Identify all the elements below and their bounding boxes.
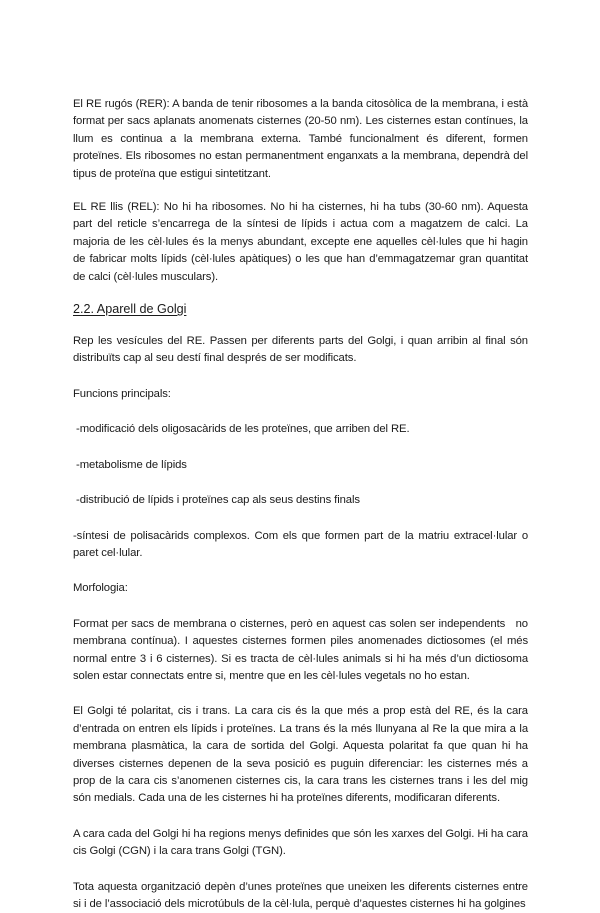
list-item-function-2: -metabolisme de lípids bbox=[73, 458, 187, 471]
paragraph-rel: EL RE llis (REL): No hi ha ribosomes. No hi ha cisternes, hi ha tubs (30-60 nm). Aquesta part del reticle s’encarrega de la síntesi de lípids i actua com a magatzem de calci. La majoria de les cèl·lules és la menys abundant, excepte ene aquelles cèl·lules que hi hagin de fabricar molts lípids (cèl·lules apàtiques) o les que han d’emmagatzemar gran quantitat de calci (cèl·lules musculars). bbox=[73, 201, 528, 283]
document-page bbox=[73, 96, 532, 913]
paragraph-morfologia: Format per sacs de membrana o cisternes, però en aquest cas solen ser independents no membrana contínua). I aquestes cisternes formen piles anomenades dictiosomes (el més normal entre 3 i 6 cisternes). Si es tracta de cèl·lules animals si hi ha més d’un dictiosoma solen estar connectats entre si, mentre que en les cèl·lules vegetals no ho estan. bbox=[73, 617, 532, 682]
list-item-function-1: -modificació dels oligosacàrids de les proteïnes, que arriben del RE. bbox=[73, 423, 410, 436]
paragraph-polaritat: El Golgi té polaritat, cis i trans. La cara cis és la que més a prop està del RE, és la cara d’entrada on entren els lípids i proteïnes. La trans és la més llunyana al Re la que mira a la membrana plasmàtica, la cara de sortida del Golgi. Aquesta polaritat fa que quan hi ha diverses cisternes depenen de la seva posició es puguin diferenciar: les cisternes més a prop de la cara cis s’anomenen cisternes cis, la cara trans les cisternes trans i les del mig són medials. Cada una de les cisternes hi ha proteïnes diferents, modificaran diferents. bbox=[73, 705, 528, 805]
paragraph-organitzacio: Tota aquesta organització depèn d’unes proteïnes que uneixen les diferents cisternes entre si i de l’associació dels microtúbuls de la cèl·lula, perquè d’aquestes cisternes hi ha golgines bbox=[73, 880, 528, 910]
list-item-function-3: -distribució de lípids i proteïnes cap als seus destins finals bbox=[73, 494, 360, 507]
section-heading-golgi: 2.2. Aparell de Golgi bbox=[73, 302, 187, 317]
paragraph-morfologia-label: Morfologia: bbox=[73, 582, 128, 595]
paragraph-funcions-label: Funcions principals: bbox=[73, 387, 171, 400]
list-item-function-4: -síntesi de polisacàrids complexos. Com els que formen part de la matriu extracel·lular o paret cel·lular. bbox=[73, 529, 528, 559]
paragraph-rer: El RE rugós (RER): A banda de tenir ribosomes a la banda citosòlica de la membrana, i està format per sacs aplanats anomenats cisternes (20-50 nm). Les cisternes estan contínues, la llum es continua a la membrana externa. També funcionalment és diferent, formen proteïnes. Els ribosomes no estan permanentment enganxats a la membrana, dependrà del tipus de proteïna que estigui sintetitzant. bbox=[73, 98, 528, 180]
paragraph-golgi-intro: Rep les vesícules del RE. Passen per diferents parts del Golgi, i quan arribin al final són distribuïts cap al seu destí final després de ser modificats. bbox=[73, 335, 528, 365]
paragraph-xarxes: A cara cada del Golgi hi ha regions menys definides que són les xarxes del Golgi. Hi ha cara cis Golgi (CGN) i la cara trans Golgi (TGN). bbox=[73, 827, 528, 858]
